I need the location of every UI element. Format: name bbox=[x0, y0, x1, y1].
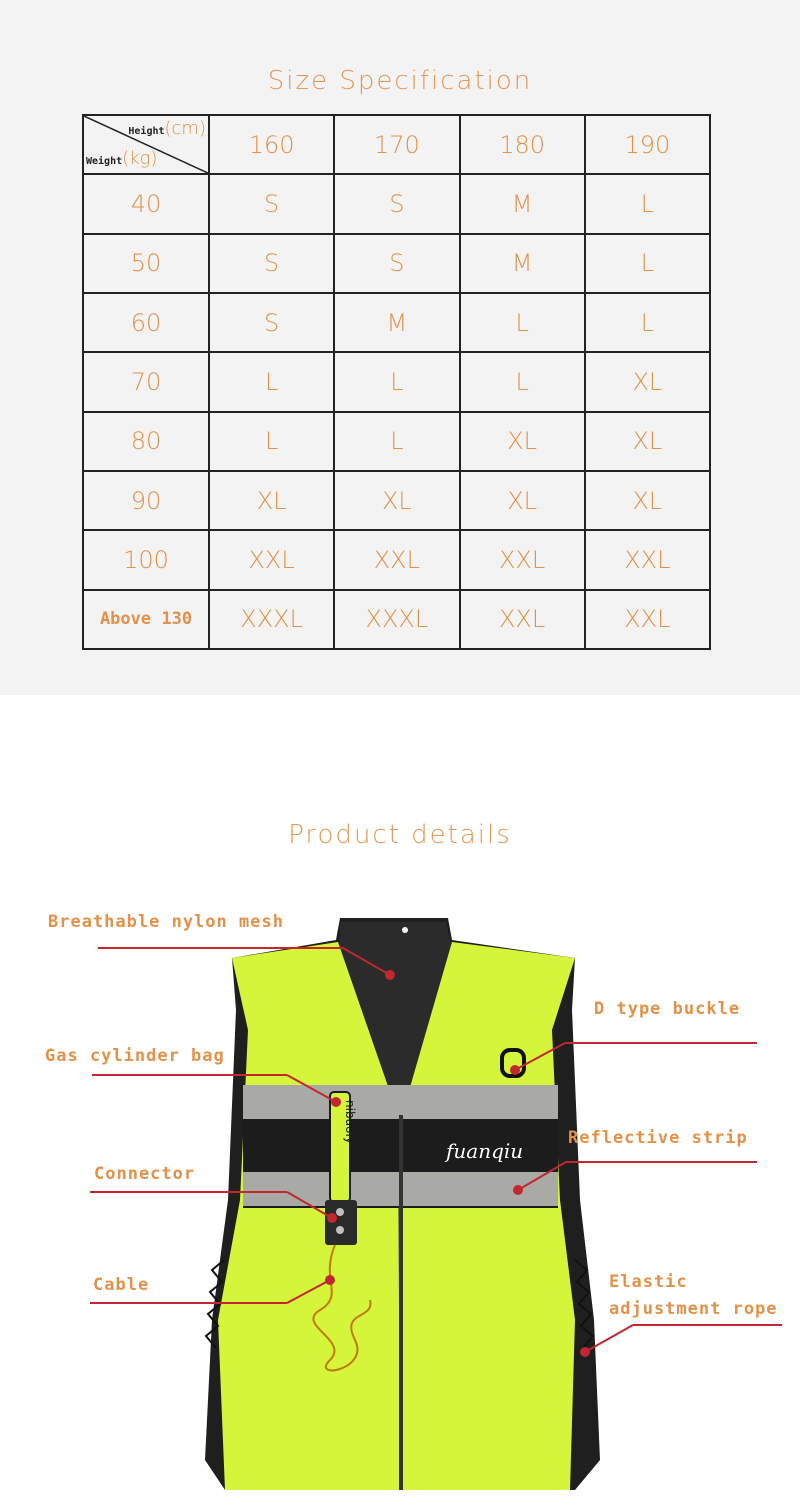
size-cell: XL bbox=[460, 412, 585, 471]
weight-header: Weight(kg) bbox=[86, 148, 158, 170]
height-column-header: 190 bbox=[585, 115, 710, 174]
vest-illustration bbox=[0, 900, 800, 1500]
size-cell: XXXL bbox=[334, 590, 459, 649]
size-cell: XXL bbox=[209, 530, 334, 589]
size-cell: M bbox=[334, 293, 459, 352]
table-row bbox=[83, 530, 710, 589]
table-header-row bbox=[83, 115, 710, 174]
label-cable: Cable bbox=[93, 1275, 150, 1295]
size-cell: M bbox=[460, 234, 585, 293]
connector-bolt bbox=[336, 1226, 344, 1234]
weight-row-header: 70 bbox=[83, 352, 209, 411]
size-cell: S bbox=[334, 234, 459, 293]
table-corner-cell bbox=[83, 115, 209, 174]
size-cell: S bbox=[209, 293, 334, 352]
label-d-type-buckle: D type buckle bbox=[594, 999, 741, 1019]
connector-bolt bbox=[336, 1208, 344, 1216]
label-breathable-mesh: Breathable nylon mesh bbox=[48, 912, 284, 932]
leader-dot bbox=[327, 1213, 337, 1223]
leader-dot bbox=[580, 1347, 590, 1357]
brand-logo: fuanqiu bbox=[446, 1139, 524, 1163]
gas-bag-text: nibuoiy bbox=[343, 1100, 357, 1144]
size-cell: XL bbox=[585, 412, 710, 471]
size-cell: XXXL bbox=[209, 590, 334, 649]
size-cell: XXL bbox=[585, 590, 710, 649]
height-column-header: 160 bbox=[209, 115, 334, 174]
size-cell: L bbox=[209, 352, 334, 411]
size-cell: XXL bbox=[585, 530, 710, 589]
leader-dot bbox=[510, 1065, 520, 1075]
label-elastic: Elastic bbox=[609, 1272, 688, 1292]
size-table bbox=[82, 114, 711, 650]
size-cell: S bbox=[209, 174, 334, 233]
leader-dot bbox=[385, 970, 395, 980]
weight-row-header: 50 bbox=[83, 234, 209, 293]
leader-dot bbox=[513, 1185, 523, 1195]
reflective-strip-top bbox=[243, 1085, 558, 1119]
table-row bbox=[83, 293, 710, 352]
size-cell: L bbox=[209, 412, 334, 471]
height-header: Height(cm) bbox=[128, 118, 206, 139]
weight-row-header: 60 bbox=[83, 293, 209, 352]
size-cell: L bbox=[460, 293, 585, 352]
height-column-header: 180 bbox=[460, 115, 585, 174]
size-cell: XXL bbox=[460, 590, 585, 649]
table-row bbox=[83, 590, 710, 649]
size-cell: S bbox=[209, 234, 334, 293]
table-row bbox=[83, 412, 710, 471]
size-cell: XL bbox=[585, 352, 710, 411]
collar-button bbox=[402, 927, 408, 933]
weight-row-header: 40 bbox=[83, 174, 209, 233]
size-cell: L bbox=[334, 412, 459, 471]
label-connector: Connector bbox=[94, 1164, 196, 1184]
size-cell: L bbox=[334, 352, 459, 411]
label-gas-cylinder-bag: Gas cylinder bag bbox=[45, 1046, 225, 1066]
size-cell: XL bbox=[209, 471, 334, 530]
size-cell: L bbox=[585, 293, 710, 352]
weight-row-header: 100 bbox=[83, 530, 209, 589]
label-reflective-strip: Reflective strip bbox=[568, 1128, 748, 1148]
size-cell: XXL bbox=[460, 530, 585, 589]
size-cell: XL bbox=[585, 471, 710, 530]
size-cell: XXL bbox=[334, 530, 459, 589]
table-row bbox=[83, 471, 710, 530]
leader-dot bbox=[325, 1275, 335, 1285]
size-cell: L bbox=[460, 352, 585, 411]
table-row bbox=[83, 352, 710, 411]
weight-row-header: 80 bbox=[83, 412, 209, 471]
size-cell: S bbox=[334, 174, 459, 233]
size-specification-title: Size Specification bbox=[267, 66, 533, 96]
table-row bbox=[83, 234, 710, 293]
size-cell: XL bbox=[334, 471, 459, 530]
leader-dot bbox=[331, 1097, 341, 1107]
weight-row-header: Above 130 bbox=[83, 590, 209, 649]
size-cell: XL bbox=[460, 471, 585, 530]
table-row bbox=[83, 174, 710, 233]
weight-row-header: 90 bbox=[83, 471, 209, 530]
size-cell: M bbox=[460, 174, 585, 233]
connector bbox=[325, 1200, 357, 1245]
size-cell: L bbox=[585, 234, 710, 293]
product-details-title: Product details bbox=[288, 820, 512, 850]
height-column-header: 170 bbox=[334, 115, 459, 174]
label-adjustment-rope: adjustment rope bbox=[609, 1299, 778, 1319]
size-cell: L bbox=[585, 174, 710, 233]
